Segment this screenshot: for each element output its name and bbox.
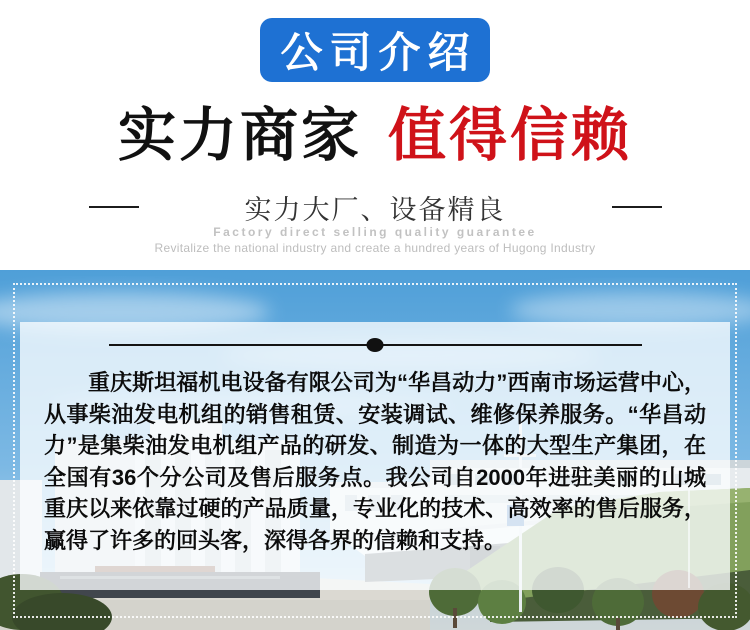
tagline-text: 实力大厂、设备精良 bbox=[244, 194, 506, 225]
slogan-en bbox=[0, 224, 750, 256]
headline-trust: 值得信赖 bbox=[388, 103, 633, 168]
slogan-en-line2: Revitalize the national industry and create a hundred years of Hugong Industry bbox=[154, 241, 596, 255]
intro-divider-dot bbox=[367, 338, 384, 352]
slogan-en-line1: Factory direct selling quality guarantee bbox=[213, 225, 537, 239]
section-title-label: 公司介绍 bbox=[280, 29, 477, 76]
section-title-banner bbox=[260, 18, 490, 82]
tagline-row bbox=[0, 190, 750, 224]
divider-dash-left bbox=[89, 206, 139, 208]
intro-panel bbox=[20, 322, 730, 590]
divider-dash-right bbox=[612, 206, 662, 208]
intro-divider bbox=[109, 338, 642, 352]
headline bbox=[0, 96, 750, 176]
headline-strength: 实力商家 bbox=[117, 103, 362, 168]
intro-paragraph: 重庆斯坦福机电设备有限公司为“华昌动力”西南市场运营中心，从事柴油发电机组的销售租赁、安装调试、维修保养服务。“华昌动力”是集柴油发电机组产品的研发、制造为一体的大型生产集团，在全国有36个分公司及售后服务点。我公司自2000年进驻美丽的山城重庆以来依靠过硬的产品质量，专业化的技术、高效率的售后服务，赢得了许多的回头客，深得各界的信赖和支持。 bbox=[44, 370, 706, 553]
factory-photo-section bbox=[0, 270, 750, 630]
